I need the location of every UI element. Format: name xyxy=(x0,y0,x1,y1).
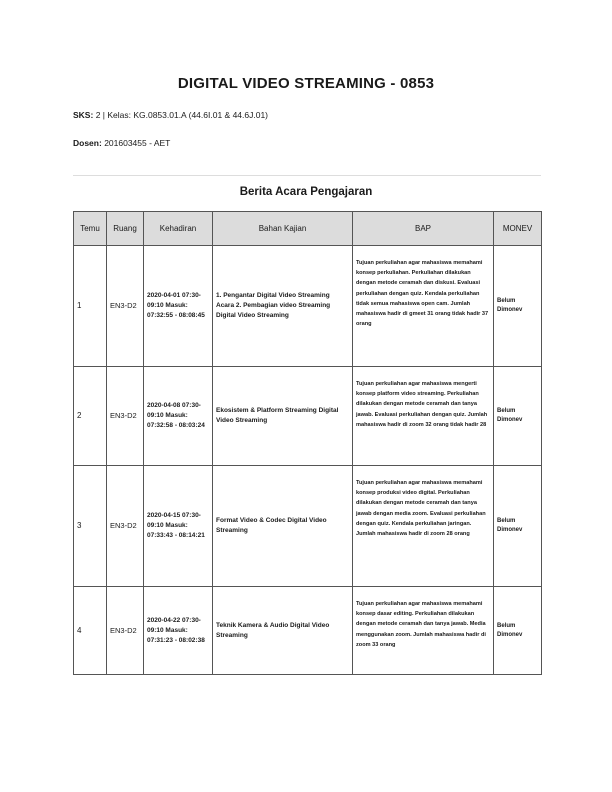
cell-bahan-kajian: Format Video & Codec Digital Video Streaming xyxy=(213,466,353,587)
header-temu: Temu xyxy=(74,212,107,246)
table-row xyxy=(74,367,542,466)
table-header-row xyxy=(74,212,542,246)
dosen-value: 201603455 - AET xyxy=(104,138,171,148)
cell-ruang: EN3-D2 xyxy=(107,367,144,466)
header-bahan-kajian: Bahan Kajian xyxy=(213,212,353,246)
cell-bap: Tujuan perkuliahan agar mahasiswa memahami konsep dasar editing. Perkuliahan dilakukan dengan metode ceramah dan tanya jawab. Media menggunakan zoom. Jumlah mahasiswa hadir di zoom 33 orang xyxy=(353,587,494,675)
course-title: DIGITAL VIDEO STREAMING - 0853 xyxy=(177,75,435,92)
cell-kehadiran: 2020-04-22 07:30-09:10 Masuk: 07:31:23 - 08:02:38 xyxy=(144,587,213,675)
sks-label: SKS: xyxy=(73,110,94,120)
cell-kehadiran: 2020-04-15 07:30-09:10 Masuk: 07:33:43 - 08:14:21 xyxy=(144,466,213,587)
bap-table xyxy=(73,211,542,675)
cell-bap: Tujuan perkuliahan agar mahasiswa memahami konsep perkuliahan. Perkuliahan dilakukan dengan metode ceramah dan diskusi. Evaluasi perkuliahan dengan quiz. Kendala perkuliahan tidak semua mahasiswa open cam. Jumlah mahasiswa hadir di gmeet 31 orang tidak hadir 37 orang xyxy=(353,246,494,367)
cell-ruang: EN3-D2 xyxy=(107,246,144,367)
cell-ruang: EN3-D2 xyxy=(107,587,144,675)
cell-monev: Belum Dimonev xyxy=(494,246,542,367)
cell-bahan-kajian: Ekosistem & Platform Streaming Digital Video Streaming xyxy=(213,367,353,466)
cell-temu: 1 xyxy=(74,246,107,367)
table-row xyxy=(74,587,542,675)
cell-bahan-kajian: Teknik Kamera & Audio Digital Video Streaming xyxy=(213,587,353,675)
dosen-label: Dosen: xyxy=(73,138,102,148)
cell-bap: Tujuan perkuliahan agar mahasiswa mengerti konsep platform video streaming. Perkuliahan dilakukan dengan metode ceramah dan tanya jawab. Evaluasi perkuliahan dengan quiz. Jumlah mahasiswa hadir di zoom 32 orang tidak hadir 28 xyxy=(353,367,494,466)
cell-monev: Belum Dimonev xyxy=(494,466,542,587)
cell-monev: Belum Dimonev xyxy=(494,367,542,466)
cell-temu: 4 xyxy=(74,587,107,675)
header-kehadiran: Kehadiran xyxy=(144,212,213,246)
cell-kehadiran: 2020-04-01 07:30-09:10 Masuk: 07:32:55 - 08:08:45 xyxy=(144,246,213,367)
cell-bap: Tujuan perkuliahan agar mahasiswa memahami konsep produksi video digital. Perkuliahan dilakukan dengan metode ceramah dan tanya jawab dengan media zoom. Evaluasi perkuliahan dengan quiz. Kendala perkuliahan jaringan. Jumlah mahasiswa hadir di zoom 28 orang xyxy=(353,466,494,587)
divider xyxy=(73,175,541,176)
cell-monev: Belum Dimonev xyxy=(494,587,542,675)
header-bap: BAP xyxy=(353,212,494,246)
table-row xyxy=(74,466,542,587)
cell-temu: 3 xyxy=(74,466,107,587)
cell-bahan-kajian: 1. Pengantar Digital Video Streaming Acara 2. Pembagian video Streaming Digital Video Streaming xyxy=(213,246,353,367)
cell-temu: 2 xyxy=(74,367,107,466)
cell-ruang: EN3-D2 xyxy=(107,466,144,587)
sks-value: 2 | Kelas: KG.0853.01.A (44.6I.01 & 44.6J.01) xyxy=(95,110,269,120)
course-meta-dosen xyxy=(73,138,170,148)
header-ruang: Ruang xyxy=(107,212,144,246)
header-monev: MONEV xyxy=(494,212,542,246)
section-title: Berita Acara Pengajaran xyxy=(239,186,373,198)
course-meta-sks xyxy=(73,110,268,120)
table-row xyxy=(74,246,542,367)
cell-kehadiran: 2020-04-08 07:30-09:10 Masuk: 07:32:58 - 08:03:24 xyxy=(144,367,213,466)
